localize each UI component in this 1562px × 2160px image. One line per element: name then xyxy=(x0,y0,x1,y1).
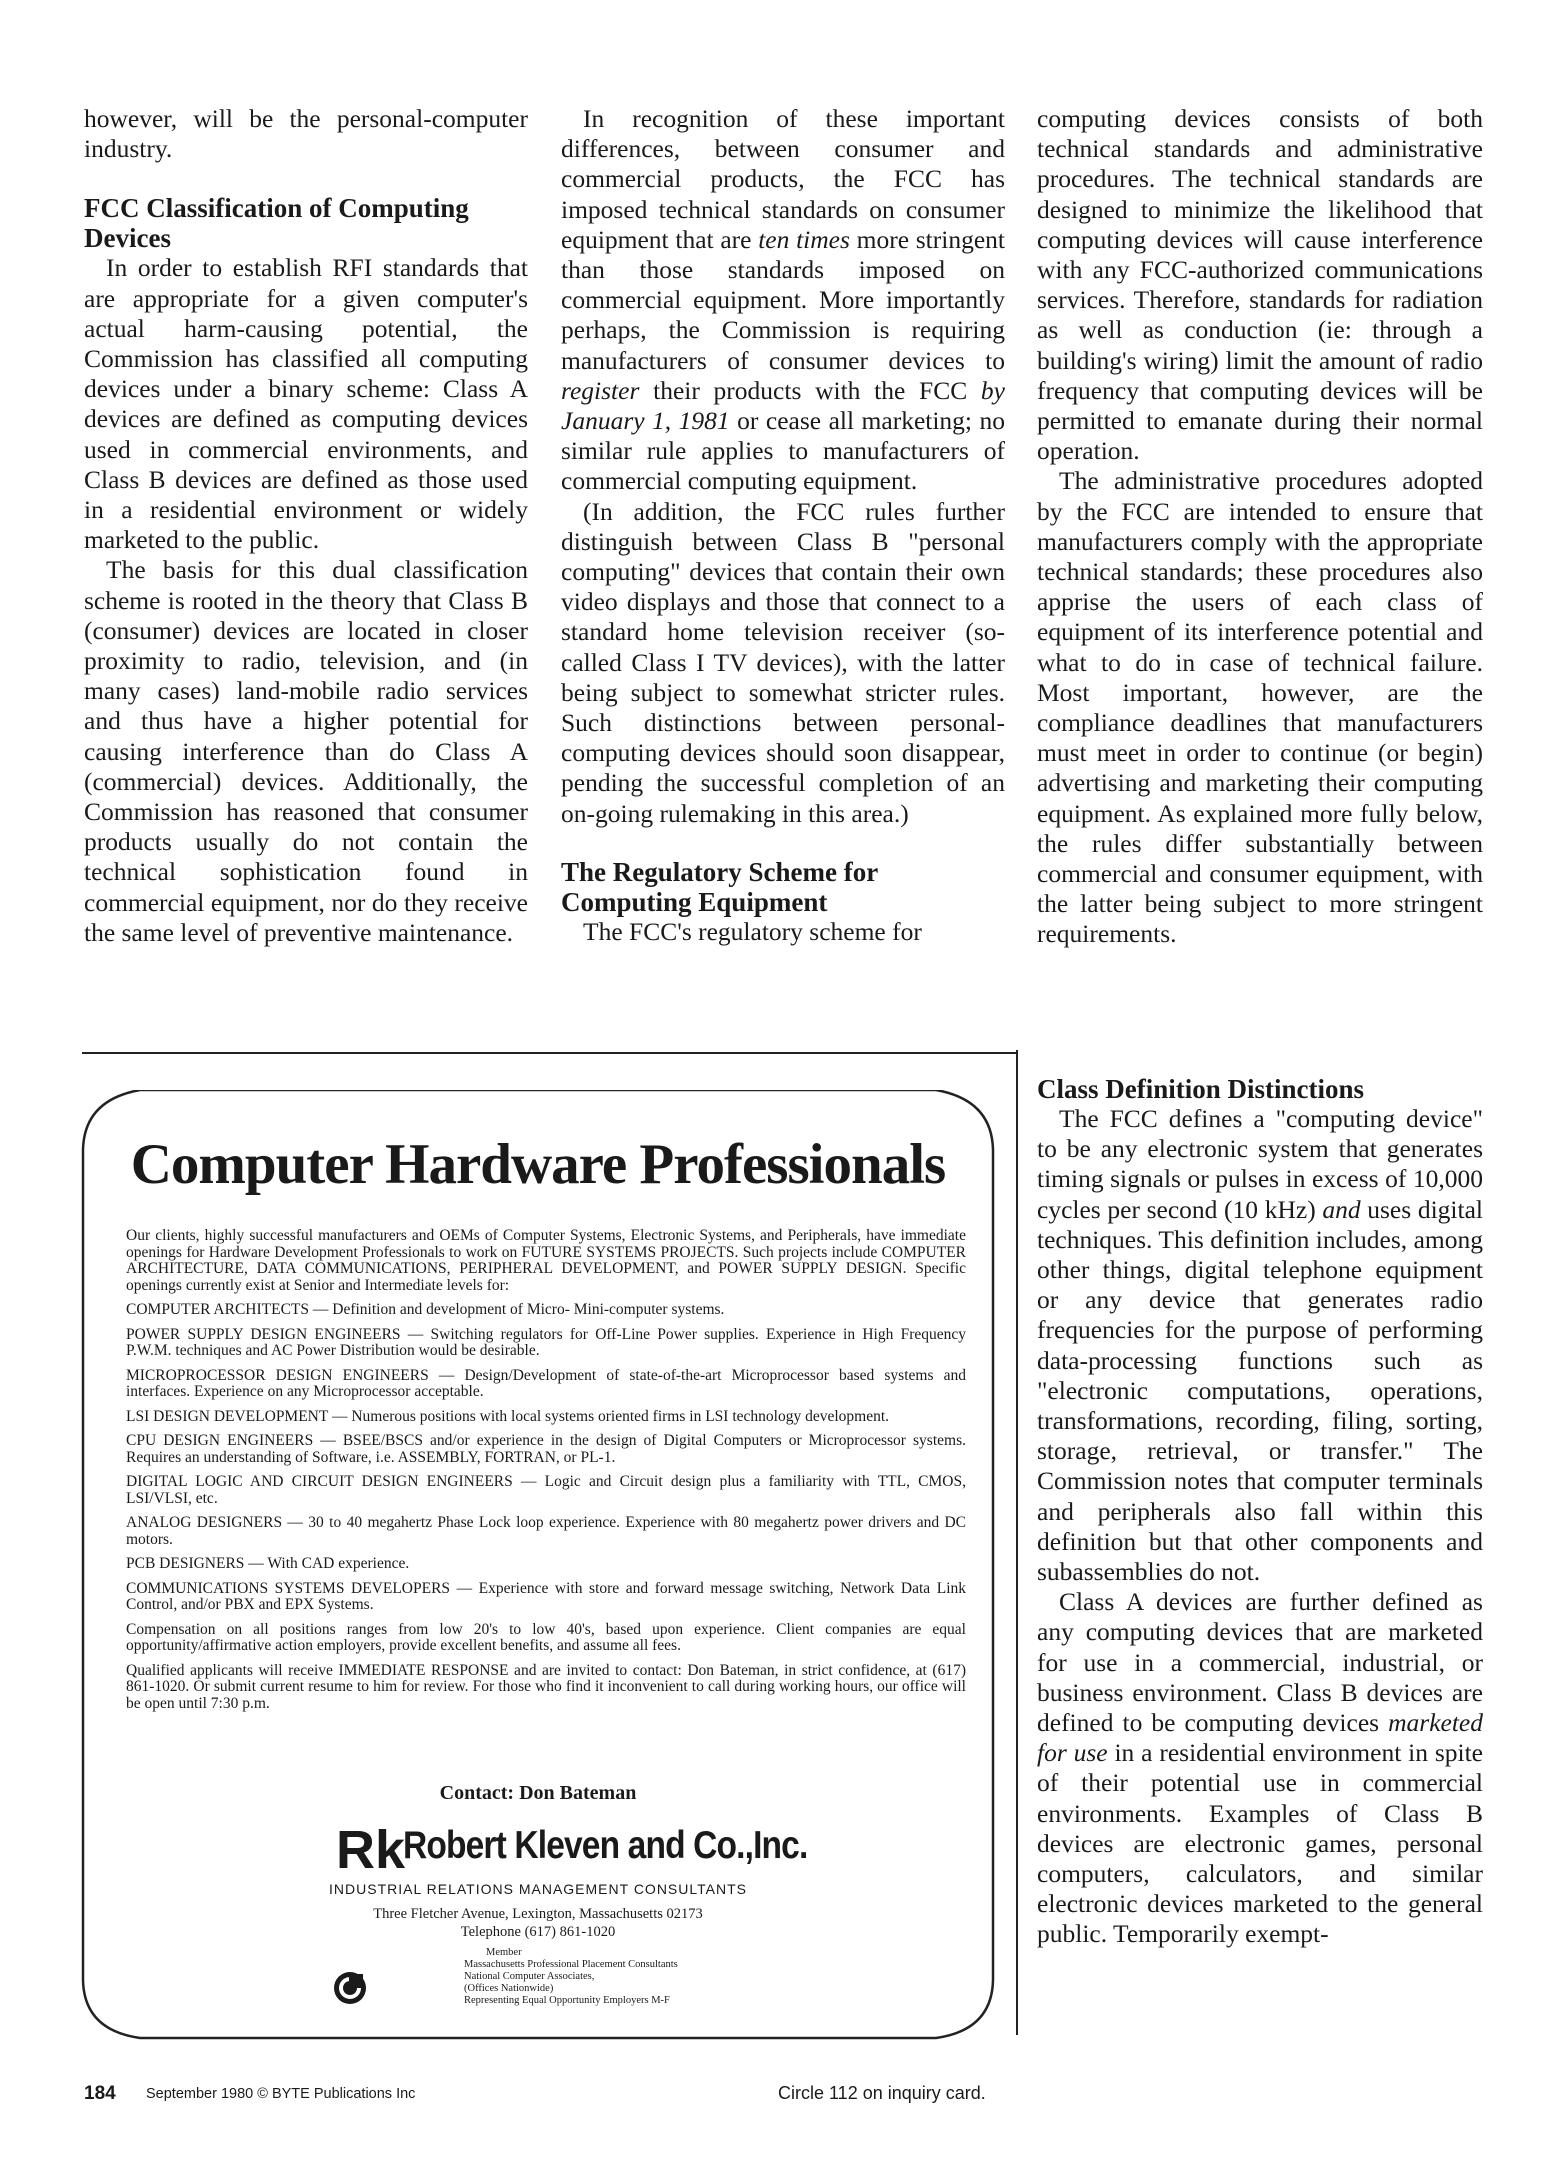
company-address xyxy=(80,1905,996,1941)
section-heading: The Regulatory Scheme for Computing Equipment xyxy=(561,856,878,917)
address-line: Three Fletcher Avenue, Lexington, Massachusetts 02173 xyxy=(373,1906,703,1922)
member-seal-icon xyxy=(332,1970,368,2006)
ad-item: DIGITAL LOGIC AND CIRCUIT DESIGN ENGINEERS — Logic and Circuit design plus a familiarity with TTL, CMOS, LSI/VLSI, etc. xyxy=(126,1473,966,1507)
paragraph: The administrative procedures adopted by the FCC are intended to ensure that manufacturers comply with the appropriate technical standards; these procedures also apprise the users of each class of equipment of its interference potential and what to do in case of technical failure. Most important, however, are the compliance deadlines that manufacturers must meet in order to continue (or begin) advertising and marketing their computing equipment. As explained more fully below, the rules differ substantially between commercial and consumer equipment, with the latter being subject to more stringent requirements. xyxy=(1037,466,1483,949)
paragraph: In recognition of these important differences, between consumer and commercial products, the FCC has imposed technical standards on consumer equipment that are ten times more stringent than those standards imposed on commercial equipment. More importantly perhaps, the Commission is requiring manufacturers of consumer devices to register their products with the FCC by January 1, 1981 or cease all marketing; no similar rule applies to manufacturers of commercial computing equipment. xyxy=(561,104,1005,496)
company-name: Robert Kleven and Co.,Inc. xyxy=(403,1824,808,1867)
ad-item: Compensation on all positions ranges from low 20's to low 40's, based upon experience. Client companies are equal opportunity/affirmative action employers, provide excellent benefits, and assume all fees. xyxy=(126,1620,966,1654)
paragraph: The FCC's regulatory scheme for xyxy=(583,916,922,946)
membership-block xyxy=(380,1947,820,2007)
publication-line: September 1980 © BYTE Publications Inc xyxy=(146,2086,416,2102)
advertisement xyxy=(80,1090,996,2040)
phone-line: Telephone (617) 861-1020 xyxy=(460,1924,616,1940)
ad-item: CPU DESIGN ENGINEERS — BSEE/BSCS and/or experience in the design of Digital Computers or Microprocessor systems. Requires an understanding of Software, i.e. ASSEMBLY, FORTRAN, or PL-1. xyxy=(126,1432,966,1466)
paragraph: The FCC defines a "computing device" to be any electronic system that generates timing signals or pulses in excess of 10,000 cycles per second (10 kHz) and uses digital techniques. This definition includes, among other things, digital telephone equipment or any device that generates radio frequencies for the purpose of performing data-processing functions such as "electronic computations, operations, transformations, recording, filing, sorting, storage, retrieval, or transfer." The Commission notes that computer terminals and peripherals also fall within this definition but that other components and subassemblies do not. xyxy=(1037,1104,1483,1587)
paragraph: The basis for this dual classification scheme is rooted in the theory that Class B (consumer) devices are located in closer proximity to radio, television, and (in many cases) land-mobile radio services and thus have a higher potential for causing interference than do Class A (commercial) devices. Additionally, the Commission has reasoned that consumer products usually do not contain the technical sophistication found in commercial equipment, nor do they receive the same level of preventive maintenance. xyxy=(84,555,528,947)
member-line: National Computer Associates, xyxy=(464,1971,595,1982)
ad-title: Computer Hardware Professionals xyxy=(130,1133,946,1196)
ad-item: MICROPROCESSOR DESIGN ENGINEERS — Design/Development of state-of-the-art Microprocessor based systems and interfaces. Experience on any Microprocessor acceptable. xyxy=(126,1366,966,1400)
paragraph: however, will be the personal-computer industry. xyxy=(84,104,528,164)
divider-vertical xyxy=(1016,1050,1018,2035)
article-column-3-bottom xyxy=(1037,1074,1483,1950)
ad-item: PCB DESIGNERS — With CAD experience. xyxy=(126,1555,410,1572)
ad-intro: Our clients, highly successful manufacturers and OEMs of Computer Systems, Electronic Systems, and Peripherals, have immediate openings for Hardware Development Professionals to work on FUTURE SYSTEMS PROJECTS. Such projects include COMPUTER ARCHITECTURE, DATA COMMUNICATIONS, PERIPHERAL DEVELOPMENT, and POWER SUPPLY DESIGN. Specific openings currently exist at Senior and Intermediate levels for: xyxy=(126,1227,966,1294)
company-subtitle: INDUSTRIAL RELATIONS MANAGEMENT CONSULTANTS xyxy=(329,1881,747,1897)
ad-item: Qualified applicants will receive IMMEDIATE RESPONSE and are invited to contact: Don Bateman, in strict confidence, at (617) 861-1020. Or submit current resume to him for review. For those who find it inconvenient to call during working hours, our office will be open until 7:30 p.m. xyxy=(126,1661,966,1712)
paragraph: Class A devices are further defined as any computing devices that are marketed for use in a commercial, industrial, or business environment. Class B devices are defined to be computing devices marketed for use in a residential environment in spite of their potential use in commercial environments. Examples of Class B devices are electronic games, personal computers, calculators, and similar electronic devices marketed to the general public. Temporarily exempt- xyxy=(1037,1587,1483,1949)
ad-item: POWER SUPPLY DESIGN ENGINEERS — Switching regulators for Off-Line Power supplies. Experience in High Frequency P.W.M. techniques and AC Power Distribution would be desirable. xyxy=(126,1325,966,1359)
member-line: (Offices Nationwide) xyxy=(464,1983,554,1994)
paragraph: In order to establish RFI standards that are appropriate for a given computer's actual harm-causing potential, the Commission has classified all computing devices under a binary scheme: Class A devices are defined as computing devices used in commercial environments, and Class B devices are defined as those used in a residential environment or widely marketed to the public. xyxy=(84,253,528,555)
member-line: Representing Equal Opportunity Employers M-F xyxy=(464,1995,670,2006)
divider-horizontal xyxy=(82,1052,1017,1054)
section-heading: FCC Classification of Computing Devices xyxy=(84,193,469,254)
ad-item: ANALOG DESIGNERS — 30 to 40 megahertz Phase Lock loop experience. Experience with 80 megahertz power drivers and DC motors. xyxy=(126,1514,966,1548)
ad-contact: Contact: Don Bateman xyxy=(439,1782,637,1804)
logo-mark: Rk xyxy=(336,1820,406,1878)
paragraph: (In addition, the FCC rules further distinguish between Class B "personal computing" devices that contain their own video displays and those that connect to a standard home television receiver (so-called Class I TV devices), with the latter being subject to somewhat stricter rules. Such distinctions between personal-computing devices should soon disappear, pending the successful completion of an on-going rulemaking in this area.) xyxy=(561,496,1005,828)
section-heading: Class Definition Distinctions xyxy=(1037,1074,1365,1104)
article-column-1 xyxy=(84,104,528,948)
ad-body xyxy=(126,1228,966,1720)
ad-item: COMPUTER ARCHITECTS — Definition and development of Micro- Mini-computer systems. xyxy=(126,1301,725,1318)
inquiry-card-note: Circle 112 on inquiry card. xyxy=(778,2083,986,2103)
article-column-3-top xyxy=(1037,104,1483,950)
member-heading: Member xyxy=(486,1947,522,1958)
paragraph: computing devices consists of both technical standards and administrative procedures. The technical standards are designed to minimize the likelihood that computing devices will cause interference with any FCC-authorized communications services. Therefore, standards for radiation as well as conduction (ie: through a building's wiring) limit the amount of radio frequency that computing devices will be permitted to emanate during their normal operation. xyxy=(1037,104,1483,466)
article-column-2 xyxy=(561,104,1005,947)
ad-item: LSI DESIGN DEVELOPMENT — Numerous positions with local systems oriented firms in LSI technology development. xyxy=(126,1407,890,1425)
page-number: 184 xyxy=(84,2083,116,2104)
member-line: Massachusetts Professional Placement Consultants xyxy=(464,1959,678,1970)
ad-item: COMMUNICATIONS SYSTEMS DEVELOPERS — Experience with store and forward message switching, Network Data Link Control, and/or PBX and EPX Systems. xyxy=(126,1579,966,1613)
